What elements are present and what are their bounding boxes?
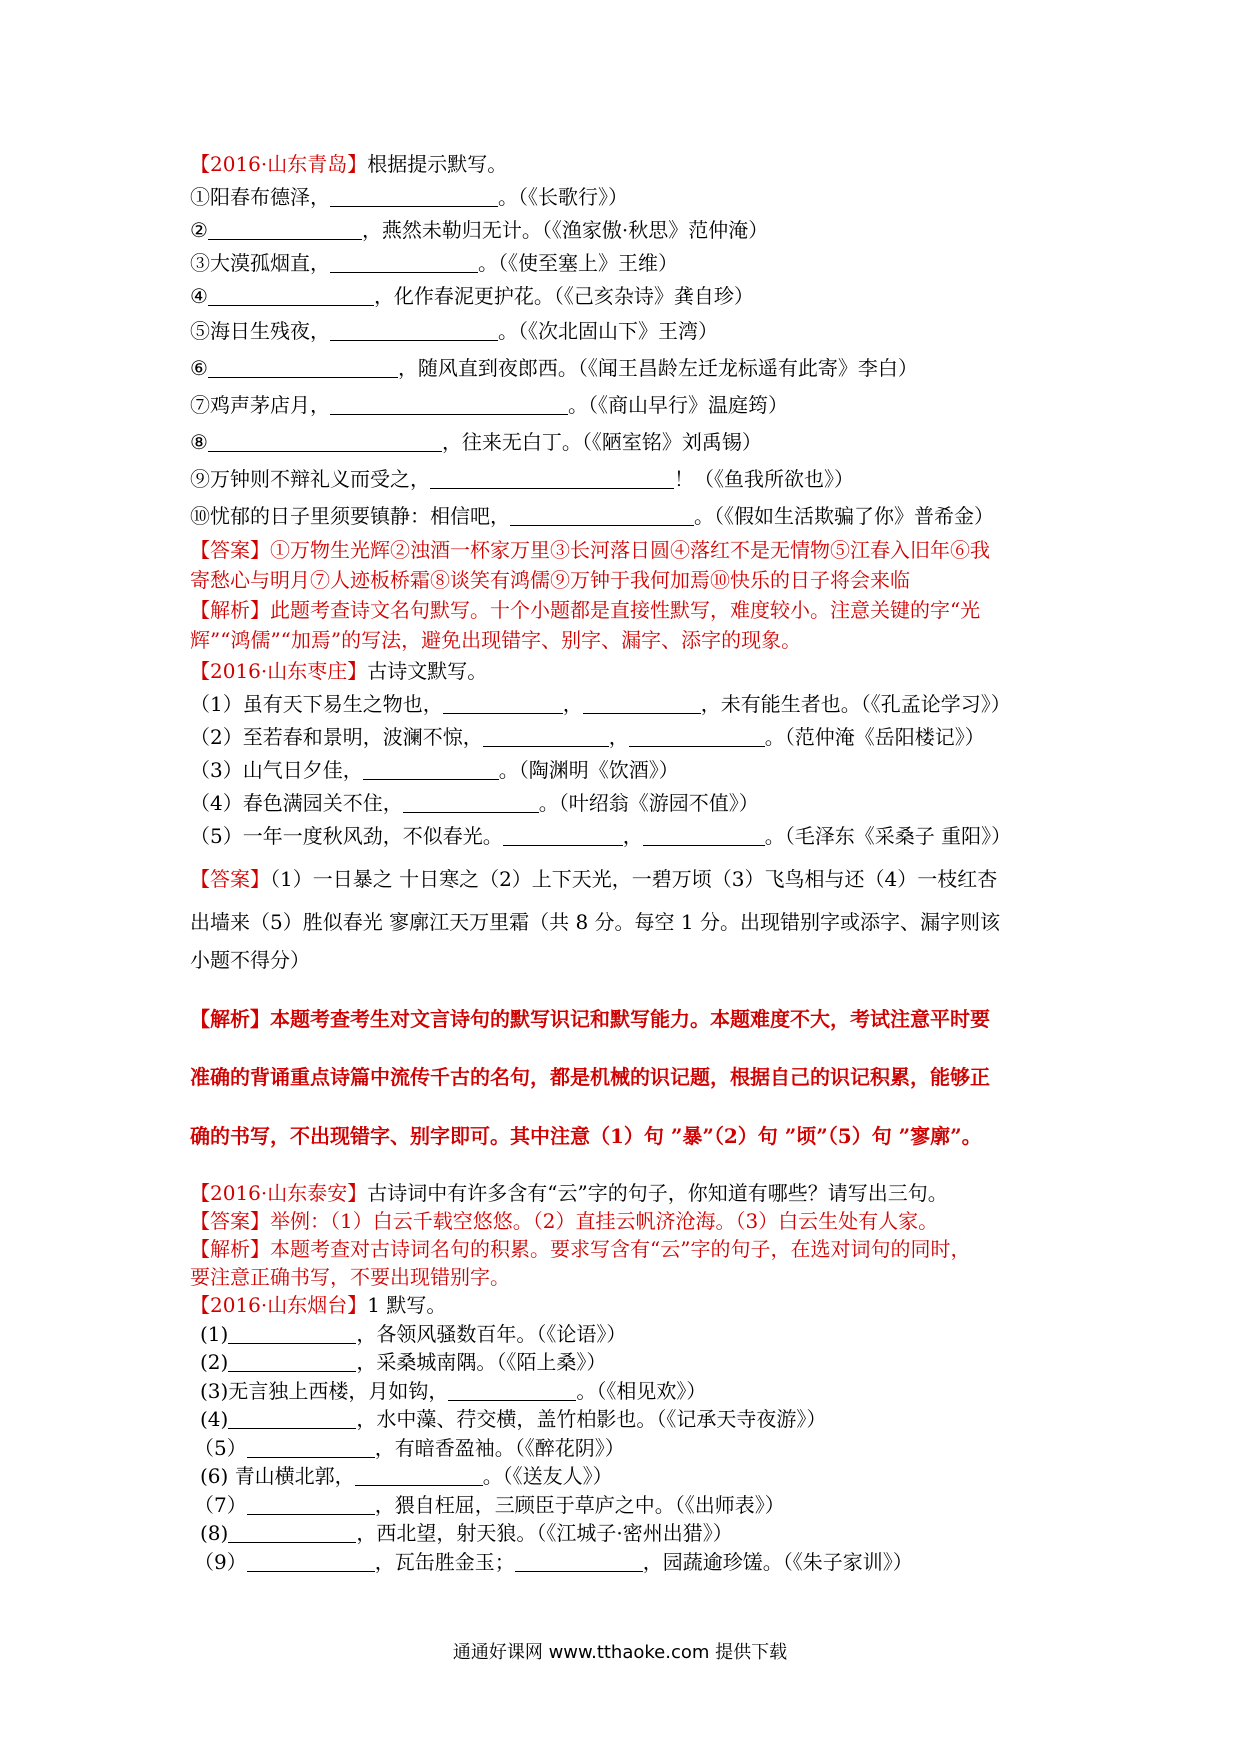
question-prompt: 1 默写。	[367, 1293, 447, 1317]
fill-item-7: ⑦鸡声茅店月， 。（《商山早行》温庭筠）	[190, 393, 788, 417]
fill-item-8: ⑧ ，往来无白丁。（《陋室铭》刘禹锡）	[190, 430, 762, 454]
answer-blank[interactable]	[515, 1551, 643, 1572]
section-zaozhuang	[190, 655, 1070, 1165]
fill-item-7: （7） ，猥自枉屈，三顾臣于草庐之中。（《出师表》）	[194, 1492, 785, 1517]
answer-blank[interactable]	[443, 693, 563, 714]
answer-text: 寄愁心与明月⑦人迹板桥霜⑧谈笑有鸿儒⑨万钟于我何加焉⑩快乐的日子将会来临	[190, 568, 910, 592]
answer-blank[interactable]	[228, 1323, 356, 1344]
fill-item-2: （2）至若春和景明，波澜不惊， ， 。（范仲淹《岳阳楼记》）	[190, 725, 985, 749]
source-tag: 【2016·山东青岛】	[190, 152, 368, 176]
answer-blank[interactable]	[403, 792, 539, 813]
fill-item-1: （1）虽有天下易生之物也， ， ，未有能生者也。（《孔孟论学习》）	[190, 692, 1011, 716]
answer-blank[interactable]	[330, 320, 498, 341]
fill-item-3: （3）山气日夕佳， 。（陶渊明《饮酒》）	[190, 758, 679, 782]
answer-blank[interactable]	[583, 693, 701, 714]
answer-text: 【答案】①万物生光辉②浊酒一杯家万里③长河落日圆④落红不是无情物⑤江春入旧年⑥我	[190, 538, 990, 562]
fill-item-10: ⑩忧郁的日子里须要镇静：相信吧， 。（《假如生活欺骗了你》普希金）	[190, 504, 994, 528]
answer-blank[interactable]	[483, 726, 609, 747]
fill-item-5: ⑤海日生残夜， 。（《次北固山下》王湾）	[190, 319, 718, 343]
section-taian	[190, 1179, 1070, 1291]
question-prompt: 古诗文默写。	[367, 659, 488, 683]
fill-item-6: (6) 青山横北郭， 。（《送友人》）	[200, 1464, 613, 1488]
answer-text: 出墙来（5）胜似春光 寥廓江天万里霜（共 8 分。每空 1 分。出现错别字或添字、漏字则该	[190, 910, 1000, 934]
fill-item-8: (8) ，西北望，射天狼。（《江城子·密州出猎》）	[200, 1521, 733, 1545]
document-body	[190, 148, 1070, 1576]
section-qingdao	[190, 148, 1070, 655]
answer-text: 【答案】（1）一日暴之 十日寒之（2）上下天光，一碧万顷（3）飞鸟相与还（4）一枝红杏	[190, 867, 998, 891]
analysis-text: 【解析】本题考查考生对文言诗句的默写识记和默写能力。本题难度不大，考试注意平时要	[190, 1007, 990, 1031]
answer-blank[interactable]	[330, 252, 478, 273]
fill-item-5: （5） ，有暗香盈袖。（《醉花阴》）	[194, 1435, 625, 1460]
fill-item-3: (3)无言独上西楼，月如钩， 。（《相见欢》）	[200, 1378, 707, 1403]
question-prompt: 古诗词中有许多含有“云”字的句子，你知道有哪些？请写出三句。	[367, 1181, 948, 1205]
answer-blank[interactable]	[510, 505, 694, 526]
answer-blank[interactable]	[643, 825, 765, 846]
answer-blank[interactable]	[629, 726, 765, 747]
answer-blank[interactable]	[247, 1437, 375, 1458]
analysis-text: 【解析】本题考查对古诗词名句的积累。要求写含有“云”字的句子，在选对词句的同时，	[190, 1237, 971, 1261]
fill-item-6: ⑥ ，随风直到夜郎西。（《闻王昌龄左迁龙标遥有此寄》李白）	[190, 356, 918, 380]
answer-text: 【答案】举例：（1）白云千载空悠悠。（2）直挂云帆济沧海。（3）白云生处有人家。	[190, 1209, 939, 1233]
answer-blank[interactable]	[330, 394, 568, 415]
fill-item-4: （4）春色满园关不住， 。（叶绍翁《游园不值》）	[190, 791, 759, 815]
answer-blank[interactable]	[247, 1551, 375, 1572]
fill-item-4: ④ ，化作春泥更护花。（《己亥杂诗》龚自珍）	[190, 284, 754, 308]
answer-text: 小题不得分）	[190, 948, 310, 972]
section-heading	[190, 148, 1070, 181]
section-heading	[190, 655, 1070, 688]
fill-item-9: （9） ，瓦缶胜金玉； ，园蔬逾珍馐。（《朱子家训》）	[194, 1549, 913, 1574]
section-heading	[190, 1179, 1070, 1207]
page-footer: 通通好课网 www.tthaoke.com 提供下载	[452, 1642, 788, 1663]
analysis-text: 准确的背诵重点诗篇中流传千古的名句，都是机械的识记题，根据自己的识记积累，能够正	[190, 1065, 990, 1089]
question-prompt: 根据提示默写。	[367, 152, 508, 176]
answer-blank[interactable]	[208, 357, 398, 378]
source-tag: 【2016·山东泰安】	[190, 1181, 368, 1205]
answer-blank[interactable]	[247, 1494, 375, 1515]
fill-item-9: ⑨万钟则不辩礼义而受之， ！（《鱼我所欲也》）	[190, 467, 854, 491]
answer-blank[interactable]	[363, 759, 499, 780]
section-heading	[190, 1291, 1070, 1320]
answer-blank[interactable]	[228, 1408, 356, 1429]
analysis-text: 确的书写，不出现错字、别字即可。其中注意（1）句 ”暴”（2）句 ”顷”（5）句 ”寥廓”。	[190, 1124, 982, 1148]
fill-item-1: (1) ，各领风骚数百年。（《论语》）	[200, 1321, 627, 1346]
section-yantai	[190, 1291, 1070, 1576]
answer-blank[interactable]	[355, 1465, 483, 1486]
answer-blank[interactable]	[448, 1380, 576, 1401]
answer-blank[interactable]	[503, 825, 623, 846]
fill-item-1: ①阳春布德泽， 。（《长歌行》）	[190, 185, 628, 209]
answer-blank[interactable]	[228, 1351, 356, 1372]
analysis-text: 【解析】此题考查诗文名句默写。十个小题都是直接性默写，难度较小。注意关键的字“光	[190, 598, 981, 622]
analysis-text: 要注意正确书写，不要出现错别字。	[190, 1265, 510, 1289]
answer-blank[interactable]	[430, 468, 674, 489]
source-tag: 【2016·山东枣庄】	[190, 659, 368, 683]
fill-item-3: ③大漠孤烟直， 。（《使至塞上》王维）	[190, 251, 678, 275]
answer-blank[interactable]	[228, 1522, 356, 1543]
fill-item-2: ② ，燕然未勒归无计。（《渔家傲·秋思》范仲淹）	[190, 218, 769, 242]
fill-item-2: (2) ，采桑城南隅。（《陌上桑》）	[200, 1350, 607, 1374]
source-tag: 【2016·山东烟台】	[190, 1293, 368, 1317]
answer-blank[interactable]	[208, 285, 374, 306]
answer-blank[interactable]	[208, 219, 362, 240]
fill-item-5: （5）一年一度秋风劲，不似春光。 ， 。（毛泽东《采桑子 重阳》）	[190, 824, 1012, 848]
answer-blank[interactable]	[208, 431, 442, 452]
fill-item-4: (4) ，水中藻、荇交横，盖竹柏影也。（《记承天寺夜游》）	[200, 1407, 827, 1431]
analysis-text: 辉”“鸿儒”“加焉”的写法，避免出现错字、别字、漏字、添字的现象。	[190, 628, 802, 652]
answer-blank[interactable]	[330, 186, 498, 207]
